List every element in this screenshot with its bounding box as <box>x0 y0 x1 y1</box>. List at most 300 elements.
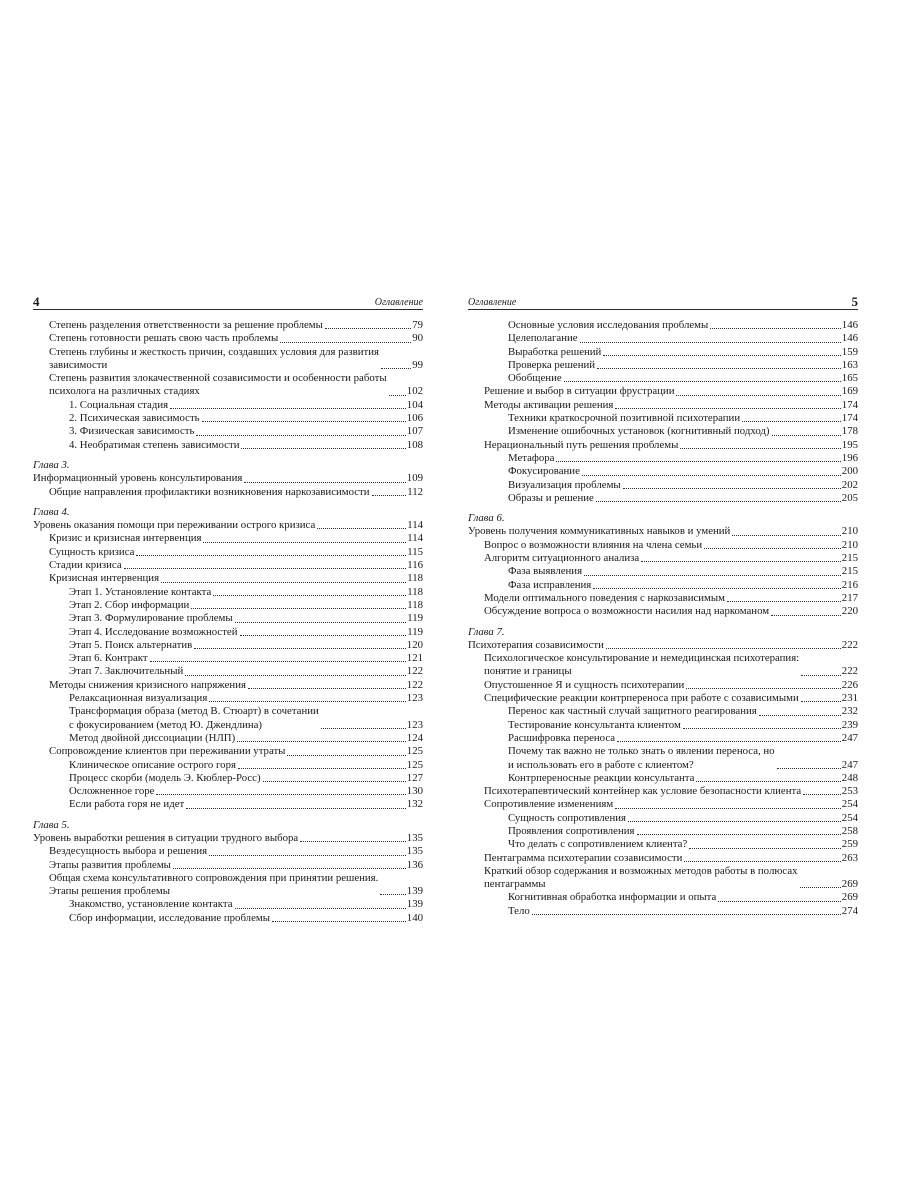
toc-entry-title <box>49 332 278 345</box>
toc-entry[interactable] <box>33 425 423 438</box>
toc-entry-title <box>69 612 233 625</box>
toc-entry[interactable] <box>33 679 423 692</box>
toc-entry-title-line: Трансформация образа (метод В. Стюарт) в сочетании <box>69 705 319 718</box>
dot-leader <box>696 781 840 782</box>
toc-entry-title-line: Целеполагание <box>508 332 578 345</box>
toc-entry-title <box>69 785 154 798</box>
dot-leader <box>759 715 841 716</box>
toc-entry-title-line: Психотерапевтический контейнер как условие безопасности клиента <box>484 785 802 798</box>
toc-entry-title <box>508 905 530 918</box>
toc-entry-title <box>508 359 595 372</box>
toc-entry-page-number: 102 <box>406 385 423 398</box>
toc-entry-title <box>69 599 189 612</box>
toc-entry-title-line: Расшифровка переноса <box>508 731 616 744</box>
dot-leader <box>380 894 405 895</box>
dot-leader <box>593 588 841 589</box>
toc-entry-page-number: 195 <box>841 438 858 451</box>
toc-entry[interactable] <box>33 705 423 732</box>
right-page-number: 5 <box>851 294 858 309</box>
toc-entry-title-line: Проверка решений <box>508 358 596 371</box>
dot-leader <box>732 535 840 536</box>
toc-entry[interactable] <box>468 772 858 785</box>
toc-entry-title <box>69 912 270 925</box>
dot-leader <box>676 395 840 396</box>
toc-entry-title-line: Опустошенное Я и сущность психотерапии <box>484 678 685 691</box>
dot-leader <box>564 381 841 382</box>
toc-entry[interactable] <box>33 745 423 758</box>
toc-entry[interactable] <box>468 579 858 592</box>
toc-entry-title <box>33 519 315 532</box>
toc-entry-title-line: Методы снижения кризисного напряжения <box>49 678 246 691</box>
dot-leader <box>771 615 841 616</box>
toc-entry-title <box>49 872 378 899</box>
toc-entry[interactable] <box>33 639 423 652</box>
toc-entry-page-number: 121 <box>406 652 423 665</box>
toc-entry[interactable] <box>33 572 423 585</box>
toc-entry[interactable] <box>468 692 858 705</box>
dot-leader <box>710 328 841 329</box>
toc-entry-page-number: 139 <box>406 885 423 898</box>
toc-entry-page-number: 248 <box>841 771 858 784</box>
toc-entry-title-line: Этап 5. Поиск альтернатив <box>69 638 193 651</box>
toc-entry-title <box>49 845 207 858</box>
dot-leader <box>241 448 405 449</box>
toc-entry[interactable] <box>33 912 423 925</box>
toc-entry-page-number: 263 <box>841 851 858 864</box>
toc-entry-title <box>49 679 246 692</box>
toc-entry-page-number: 202 <box>841 478 858 491</box>
toc-entry-title <box>508 719 681 732</box>
toc-entry-title-line: с фокусированием (метод Ю. Джендлина) <box>69 718 263 731</box>
dot-leader <box>317 528 406 529</box>
dot-leader <box>263 781 406 782</box>
toc-entry-page-number: 169 <box>841 385 858 398</box>
toc-entry-title-line: Образы и решение <box>508 491 594 504</box>
toc-entry-title-line: Процесс скорби (модель Э. Кюблер-Росс) <box>69 771 261 784</box>
toc-entry[interactable] <box>33 319 423 332</box>
toc-entry-page-number: 125 <box>406 758 423 771</box>
toc-entry-title <box>49 319 323 332</box>
toc-entry-title-line: и использовать его в работе с клиентом? <box>508 758 694 771</box>
toc-entry-title-line: Методы активации решения <box>484 398 614 411</box>
toc-entry-title-line: Техники краткосрочной позитивной психотерапии <box>508 412 741 425</box>
toc-entry-page-number: 123 <box>406 692 423 705</box>
toc-entry-title <box>69 692 207 705</box>
toc-entry-title <box>484 592 725 605</box>
toc-entry-title-line: Фокусирование <box>508 465 580 478</box>
toc-entry-title-line: Сопротивление изменениям <box>484 798 614 811</box>
dot-leader <box>532 914 841 915</box>
toc-entry-page-number: 269 <box>841 891 858 904</box>
toc-entry-title-line: Обобщение <box>508 372 562 385</box>
toc-entry-page-number: 118 <box>407 598 423 611</box>
dot-leader <box>150 661 406 662</box>
toc-entry-title-line: Если работа горя не идет <box>69 798 185 811</box>
toc-entry[interactable] <box>33 832 423 845</box>
dot-leader <box>235 622 407 623</box>
dot-leader <box>580 342 841 343</box>
toc-entry-title <box>508 372 562 385</box>
toc-entry-title-line: Степень развития злокачественной созависимости и особенности работы <box>49 372 387 385</box>
left-page-number: 4 <box>33 294 40 309</box>
toc-entry[interactable] <box>33 759 423 772</box>
toc-entry[interactable] <box>468 525 858 538</box>
toc-entry-page-number: 254 <box>841 798 858 811</box>
toc-entry[interactable] <box>468 452 858 465</box>
toc-entry-title-line: Визуализация проблемы <box>508 478 621 491</box>
dot-leader <box>194 648 406 649</box>
toc-entry[interactable] <box>33 898 423 911</box>
toc-entry[interactable] <box>33 652 423 665</box>
dot-leader <box>238 768 406 769</box>
toc-entry-title-line: Информационный уровень консультирования <box>33 472 243 485</box>
toc-entry[interactable] <box>468 905 858 918</box>
toc-entry-title-line: Этап 7. Заключительный <box>69 665 184 678</box>
toc-entry-title-line: Алгоритм ситуационного анализа <box>484 552 640 565</box>
toc-entry-title-line: Степень глубины и жесткость причин, создавших условия для развития <box>49 345 379 358</box>
toc-entry-title <box>69 639 192 652</box>
toc-entry-title <box>49 372 387 399</box>
toc-entry-page-number: 216 <box>841 578 858 591</box>
dot-leader <box>209 701 405 702</box>
toc-entry-page-number: 125 <box>406 745 423 758</box>
toc-entry-title-line: Специфические реакции контрпереноса при работе с созависимыми <box>484 692 799 705</box>
toc-entry[interactable] <box>468 825 858 838</box>
toc-entry[interactable] <box>33 586 423 599</box>
toc-entry-title <box>508 812 626 825</box>
toc-entry-page-number: 115 <box>407 545 423 558</box>
toc-entry[interactable] <box>468 425 858 438</box>
toc-entry-title <box>484 552 639 565</box>
toc-entry-title <box>508 412 740 425</box>
toc-entry[interactable] <box>33 692 423 705</box>
dot-leader <box>628 821 841 822</box>
toc-entry[interactable] <box>468 852 858 865</box>
toc-entry-page-number: 146 <box>841 319 858 331</box>
toc-entry-page-number: 118 <box>407 585 423 598</box>
toc-entry[interactable] <box>33 439 423 452</box>
toc-entry[interactable] <box>33 785 423 798</box>
toc-entry-title-line: Знакомство, установление контакта <box>69 898 233 911</box>
chapter-heading: Глава 5. <box>33 818 70 831</box>
toc-entry-title-line: Стадии кризиса <box>49 559 122 572</box>
dot-leader <box>704 548 841 549</box>
toc-entry-page-number: 99 <box>412 358 423 371</box>
toc-entry[interactable] <box>33 412 423 425</box>
toc-entry-page-number: 215 <box>841 565 858 578</box>
toc-entry[interactable] <box>468 592 858 605</box>
toc-entry[interactable] <box>468 552 858 565</box>
toc-entry-title-line: Этапы решения проблемы <box>49 885 170 898</box>
toc-entry-title <box>69 626 238 639</box>
right-toc-list <box>468 319 858 918</box>
left-toc-list <box>33 319 423 925</box>
chapter-heading: Глава 7. <box>468 625 505 638</box>
toc-entry-title <box>508 452 554 465</box>
toc-entry-title-line: Когнитивная обработка информации и опыта <box>508 891 717 904</box>
toc-entry[interactable] <box>468 539 858 552</box>
toc-entry-page-number: 140 <box>406 911 423 924</box>
toc-entry-page-number: 200 <box>841 465 858 478</box>
dot-leader <box>556 461 840 462</box>
toc-entry-page-number: 239 <box>841 718 858 731</box>
toc-entry-title-line: Сущность кризиса <box>49 545 135 558</box>
toc-entry-title <box>69 705 319 732</box>
toc-entry-title-line: Решение и выбор в ситуации фрустрации <box>484 385 675 398</box>
toc-entry-title-line: Этап 2. Сбор информации <box>69 598 190 611</box>
toc-entry-title-line: Степень готовности решать свою часть проблемы <box>49 332 279 345</box>
toc-entry[interactable] <box>468 479 858 492</box>
toc-entry[interactable] <box>468 798 858 811</box>
toc-entry-page-number: 112 <box>407 485 423 498</box>
toc-entry-title <box>69 759 236 772</box>
toc-entry-title-line: 1. Социальная стадия <box>69 398 169 411</box>
toc-entry-title <box>484 539 702 552</box>
dot-leader <box>280 342 411 343</box>
toc-entry-title <box>508 319 708 332</box>
toc-entry-page-number: 222 <box>841 638 858 651</box>
toc-entry[interactable] <box>33 472 423 485</box>
dot-leader <box>684 861 840 862</box>
toc-entry-page-number: 132 <box>406 798 423 811</box>
left-page-header <box>33 290 423 310</box>
toc-entry[interactable] <box>33 332 423 345</box>
toc-entry[interactable] <box>33 798 423 811</box>
toc-entry-title <box>484 652 799 679</box>
toc-entry-page-number: 136 <box>406 858 423 871</box>
toc-entry-page-number: 122 <box>406 665 423 678</box>
dot-leader <box>597 368 841 369</box>
toc-entry[interactable] <box>33 732 423 745</box>
toc-entry-title <box>484 605 769 618</box>
chapter-heading: Глава 6. <box>468 512 505 525</box>
toc-entry-page-number: 165 <box>841 372 858 385</box>
dot-leader <box>742 421 841 422</box>
dot-leader <box>617 741 841 742</box>
toc-entry[interactable] <box>33 532 423 545</box>
toc-entry-page-number: 79 <box>412 319 423 331</box>
dot-leader <box>777 768 841 769</box>
dot-leader <box>186 808 406 809</box>
toc-entry[interactable] <box>33 346 423 373</box>
dot-leader <box>124 568 407 569</box>
toc-entry[interactable] <box>468 319 858 332</box>
toc-entry[interactable] <box>468 705 858 718</box>
dot-leader <box>202 421 406 422</box>
toc-entry[interactable] <box>33 599 423 612</box>
toc-entry[interactable] <box>468 412 858 425</box>
toc-entry-page-number: 130 <box>406 785 423 798</box>
toc-entry-title <box>49 486 370 499</box>
right-page-header <box>468 290 858 310</box>
toc-entry-title <box>468 639 604 652</box>
toc-entry-title <box>508 479 621 492</box>
dot-leader <box>372 495 407 496</box>
toc-entry[interactable] <box>468 719 858 732</box>
toc-entry-page-number: 220 <box>841 605 858 618</box>
toc-entry[interactable] <box>468 652 858 679</box>
toc-entry-page-number: 104 <box>406 398 423 411</box>
toc-entry-title <box>468 525 730 538</box>
toc-entry-page-number: 205 <box>841 491 858 504</box>
left-running-title: Оглавление <box>374 297 423 308</box>
toc-entry-title-line: Контрпереносные реакции консультанта <box>508 771 695 784</box>
toc-entry-page-number: 118 <box>407 572 423 585</box>
toc-entry-title <box>69 665 183 678</box>
toc-entry[interactable] <box>33 559 423 572</box>
toc-entry-title-line: Сбор информации, исследование проблемы <box>69 911 270 924</box>
toc-entry-page-number: 159 <box>841 345 858 358</box>
toc-entry-page-number: 210 <box>841 538 858 551</box>
toc-entry-title <box>484 692 799 705</box>
toc-entry[interactable] <box>468 865 858 892</box>
toc-entry-title <box>69 732 235 745</box>
toc-entry-title-line: Степень разделения ответственности за решение проблемы <box>49 319 323 331</box>
toc-entry-page-number: 119 <box>407 612 423 625</box>
dot-leader <box>582 475 841 476</box>
toc-entry-title <box>484 679 684 692</box>
toc-entry[interactable] <box>468 605 858 618</box>
dot-leader <box>801 701 841 702</box>
toc-entry[interactable] <box>468 439 858 452</box>
toc-entry-title-line: Клиническое описание острого горя <box>69 758 236 771</box>
dot-leader <box>615 408 840 409</box>
toc-entry-title <box>49 546 134 559</box>
toc-entry-title-line: Релаксационная визуализация <box>69 692 208 705</box>
toc-entry-title-line: понятие и границы <box>484 665 572 678</box>
toc-entry[interactable] <box>468 838 858 851</box>
toc-entry[interactable] <box>468 372 858 385</box>
toc-entry[interactable] <box>468 679 858 692</box>
toc-entry[interactable] <box>33 772 423 785</box>
toc-entry[interactable] <box>468 465 858 478</box>
toc-entry-page-number: 124 <box>406 731 423 744</box>
toc-entry-title-line: Общая схема консультативного сопровождения при принятии решения. <box>49 871 379 884</box>
dot-leader <box>240 635 407 636</box>
toc-entry-title <box>69 399 168 412</box>
toc-entry-title-line: Пентаграмма психотерапии созависимости <box>484 851 683 864</box>
toc-entry[interactable] <box>468 891 858 904</box>
toc-entry[interactable] <box>468 732 858 745</box>
toc-entry-title-line: Фаза исправления <box>508 578 592 591</box>
left-page <box>33 290 423 925</box>
dot-leader <box>191 608 406 609</box>
toc-entry-page-number: 107 <box>406 425 423 438</box>
toc-entry-page-number: 114 <box>407 532 423 545</box>
toc-entry[interactable] <box>468 346 858 359</box>
toc-entry[interactable] <box>468 745 858 772</box>
toc-entry-title <box>69 772 261 785</box>
toc-entry-page-number: 90 <box>412 332 423 345</box>
toc-entry[interactable] <box>33 399 423 412</box>
toc-entry-title <box>508 492 594 505</box>
dot-leader <box>248 688 406 689</box>
toc-entry[interactable] <box>468 785 858 798</box>
toc-entry-page-number: 210 <box>841 525 858 538</box>
toc-entry[interactable] <box>33 626 423 639</box>
toc-entry-page-number: 258 <box>841 824 858 837</box>
toc-entry[interactable] <box>468 565 858 578</box>
toc-entry[interactable] <box>33 519 423 532</box>
toc-entry-title <box>484 385 674 398</box>
toc-entry-title-line: Осложненное горе <box>69 785 155 798</box>
chapter-heading: Глава 3. <box>33 458 70 471</box>
toc-entry-page-number: 123 <box>406 718 423 731</box>
dot-leader <box>803 794 841 795</box>
toc-entry[interactable] <box>33 612 423 625</box>
toc-entry-page-number: 127 <box>406 771 423 784</box>
toc-entry-title <box>508 346 601 359</box>
toc-entry[interactable] <box>468 359 858 372</box>
toc-entry-title <box>69 798 184 811</box>
dot-leader <box>680 448 840 449</box>
toc-entry-title <box>508 425 770 438</box>
toc-entry-title <box>484 865 798 892</box>
toc-entry-title-line: Вездесущность выбора и решения <box>49 845 208 858</box>
toc-entry-page-number: 231 <box>841 692 858 705</box>
dot-leader <box>389 395 406 396</box>
toc-entry-title-line: Психотерапия созависимости <box>468 638 604 651</box>
dot-leader <box>136 555 406 556</box>
toc-entry-title-line: 2. Психическая зависимость <box>69 412 200 425</box>
toc-entry[interactable] <box>468 812 858 825</box>
toc-entry[interactable] <box>33 859 423 872</box>
toc-entry-page-number: 232 <box>841 705 858 718</box>
toc-entry-page-number: 163 <box>841 358 858 371</box>
toc-entry-page-number: 135 <box>406 845 423 858</box>
toc-entry-page-number: 196 <box>841 451 858 464</box>
toc-entry[interactable] <box>468 385 858 398</box>
dot-leader <box>209 855 406 856</box>
dot-leader <box>173 868 406 869</box>
toc-entry[interactable] <box>33 845 423 858</box>
dot-leader <box>641 561 841 562</box>
toc-entry-page-number: 247 <box>841 731 858 744</box>
dot-leader <box>235 908 406 909</box>
toc-entry-title <box>69 412 200 425</box>
toc-entry-page-number: 222 <box>841 665 858 678</box>
toc-entry-page-number: 253 <box>841 785 858 798</box>
toc-entry-title-line: Уровень получения коммуникативных навыков и умений <box>468 525 731 538</box>
toc-entry-title-line: Что делать с сопротивлением клиента? <box>508 838 688 851</box>
toc-entry[interactable] <box>468 639 858 652</box>
toc-entry-page-number: 146 <box>841 332 858 345</box>
toc-entry-page-number: 178 <box>841 425 858 438</box>
toc-entry[interactable] <box>468 399 858 412</box>
toc-entry-page-number: 247 <box>841 758 858 771</box>
toc-entry-title <box>49 745 285 758</box>
right-page <box>468 290 858 918</box>
toc-entry[interactable] <box>468 332 858 345</box>
dot-leader <box>244 482 405 483</box>
toc-entry-title-line: Сопровождение клиентов при переживании утраты <box>49 745 286 758</box>
toc-entry[interactable] <box>33 546 423 559</box>
dot-leader <box>237 741 406 742</box>
toc-entry-title-line: Этап 4. Исследование возможностей <box>69 625 238 638</box>
toc-entry[interactable] <box>33 372 423 399</box>
toc-entry[interactable] <box>33 665 423 678</box>
toc-entry-title-line: Тестирование консультанта клиентом <box>508 718 681 731</box>
dot-leader <box>272 921 406 922</box>
toc-entry[interactable] <box>33 872 423 899</box>
toc-entry-title <box>484 852 682 865</box>
toc-entry[interactable] <box>468 492 858 505</box>
toc-entry-page-number: 174 <box>841 398 858 411</box>
toc-entry-page-number: 215 <box>841 552 858 565</box>
toc-entry[interactable] <box>33 486 423 499</box>
toc-entry-page-number: 274 <box>841 904 858 917</box>
toc-entry-page-number: 109 <box>406 472 423 485</box>
